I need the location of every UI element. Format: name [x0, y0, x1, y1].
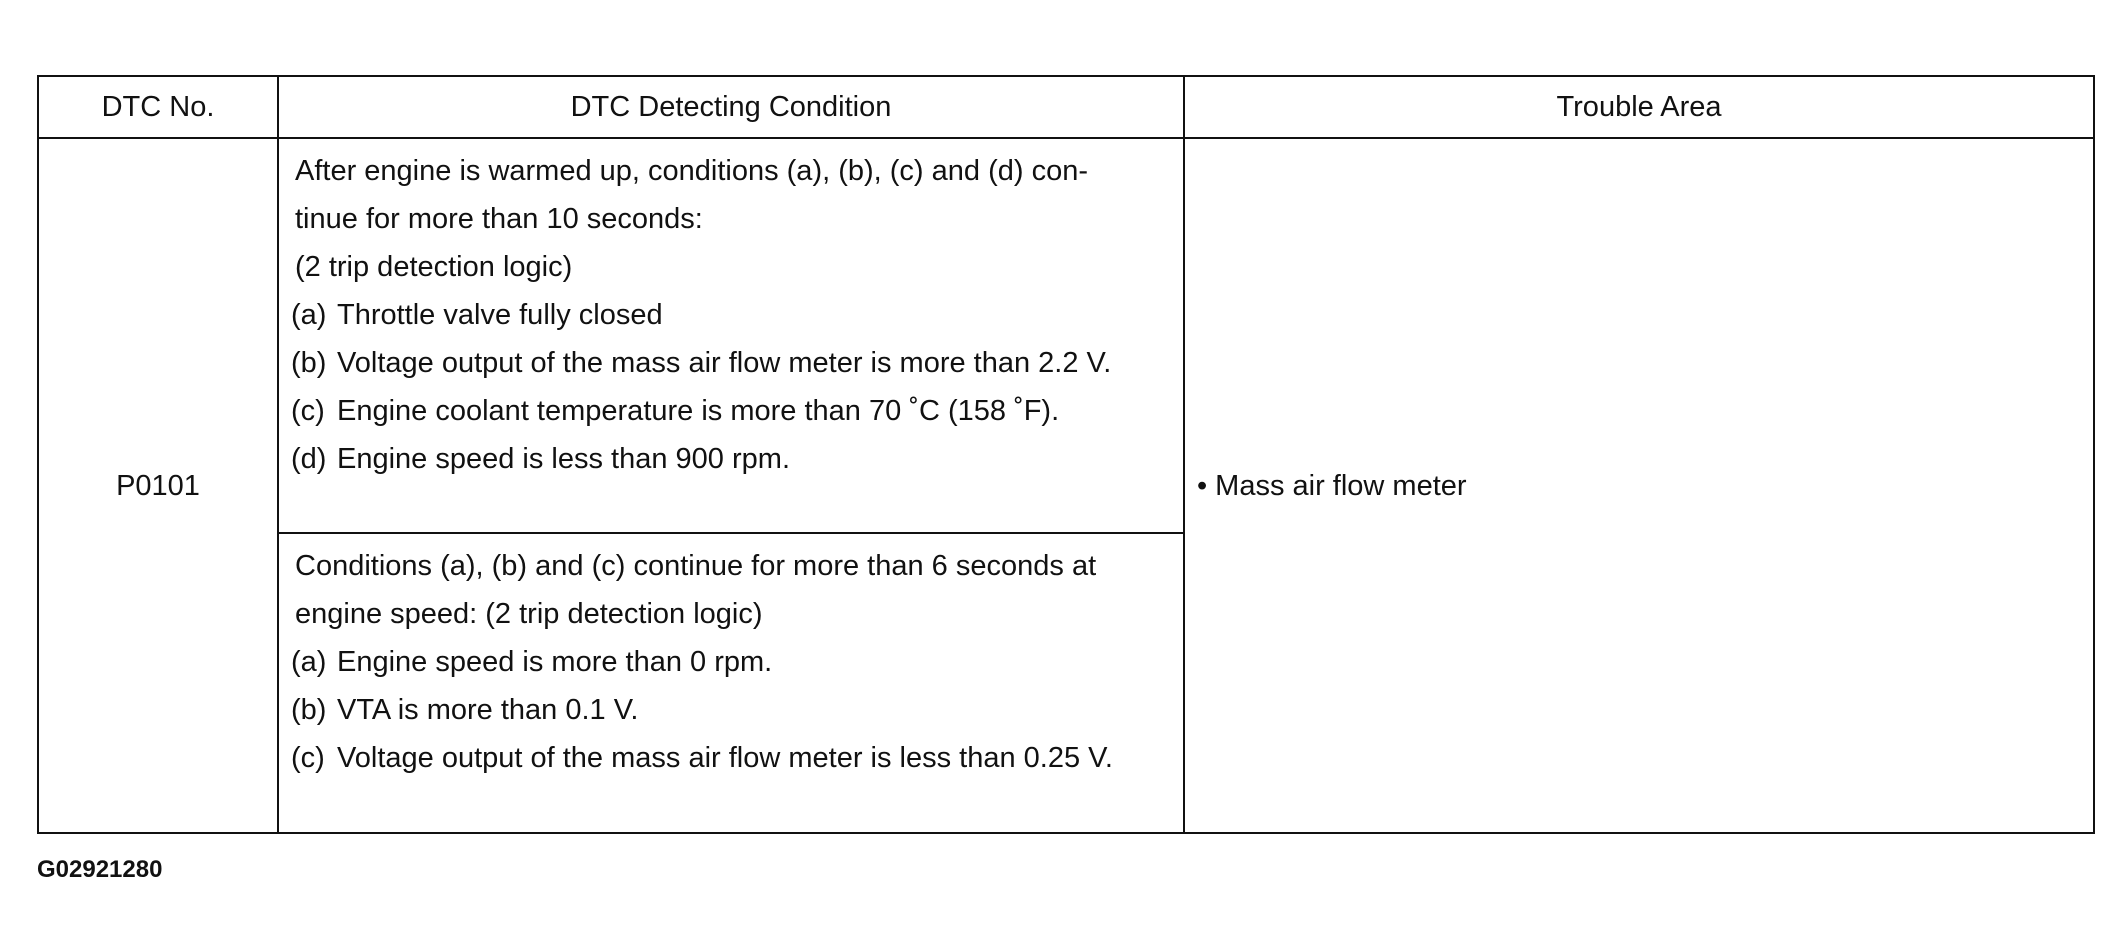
condition-cell-1	[278, 138, 1184, 533]
item-label: (b)	[291, 347, 327, 379]
condition-1-intro-line-1: After engine is warmed up, conditions (a), (b), (c) and (d) con-	[295, 155, 1088, 187]
item-text: VTA is more than 0.1 V.	[337, 694, 639, 726]
condition-1-item-d	[291, 435, 1163, 483]
item-text: Voltage output of the mass air flow meter is less than 0.25 V.	[337, 742, 1113, 774]
item-label: (c)	[291, 395, 325, 427]
condition-2-item-c	[291, 734, 1163, 782]
figure-code: G02921280	[37, 856, 163, 883]
header-trouble-area: Trouble Area	[1184, 76, 2094, 138]
condition-1-item-b	[291, 339, 1163, 387]
condition-2-intro-line-1: Conditions (a), (b) and (c) continue for more than 6 seconds at	[295, 550, 1097, 582]
item-text: Engine speed is less than 900 rpm.	[337, 443, 790, 475]
header-dtc-no: DTC No.	[38, 76, 278, 138]
table-row	[38, 138, 2094, 533]
item-text: Voltage output of the mass air flow meter is more than 2.2 V.	[337, 347, 1112, 379]
bullet-icon: •	[1197, 469, 1208, 502]
trouble-area-text: Mass air flow meter	[1215, 469, 1467, 502]
condition-1-intro-line-3: (2 trip detection logic)	[295, 251, 573, 283]
condition-2-intro-line-2: engine speed: (2 trip detection logic)	[295, 598, 763, 630]
header-detecting-condition: DTC Detecting Condition	[278, 76, 1184, 138]
item-label: (d)	[291, 443, 327, 475]
item-label: (a)	[291, 646, 327, 678]
trouble-area-cell	[1184, 138, 2094, 833]
condition-2-item-b	[291, 686, 1163, 734]
item-text: Engine coolant temperature is more than 70 ˚C (158 ˚F).	[337, 395, 1060, 427]
condition-1-item-c	[291, 387, 1163, 435]
dtc-code-cell: P0101	[38, 138, 278, 833]
table-header-row	[38, 76, 2094, 138]
item-text: Throttle valve fully closed	[337, 299, 663, 331]
condition-2-item-a	[291, 638, 1163, 686]
condition-cell-2	[278, 533, 1184, 833]
item-label: (b)	[291, 694, 327, 726]
item-text: Engine speed is more than 0 rpm.	[337, 646, 773, 678]
condition-1-intro-line-2: tinue for more than 10 seconds:	[295, 203, 703, 235]
item-label: (a)	[291, 299, 327, 331]
item-label: (c)	[291, 742, 325, 774]
dtc-table	[37, 75, 2095, 834]
condition-1-item-a	[291, 291, 1163, 339]
